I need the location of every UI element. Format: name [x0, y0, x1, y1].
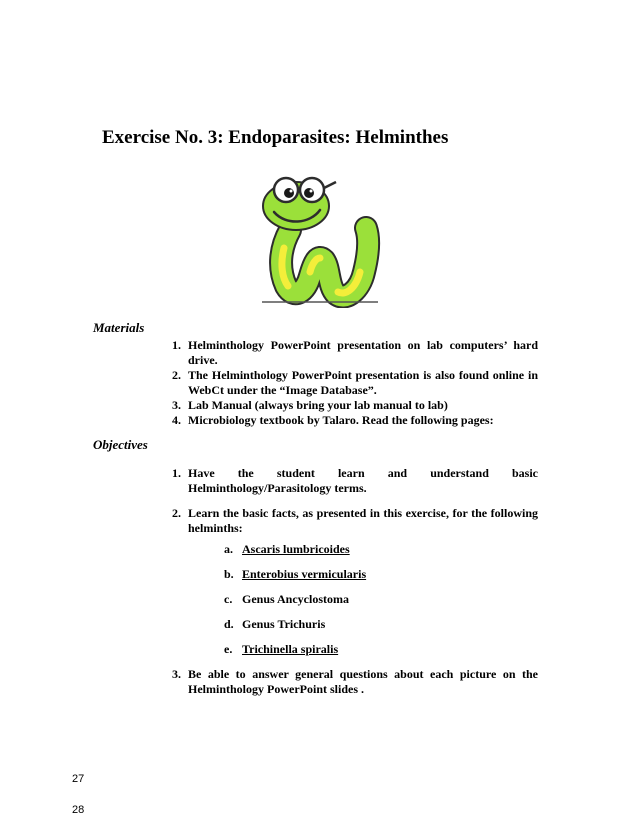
objectives-heading: Objectives — [93, 437, 148, 452]
objectives-list — [172, 466, 538, 707]
materials-heading: Materials — [93, 320, 145, 335]
list-item: 3. Be able to answer general questions about each picture on the Helminthology PowerPoint slides . — [172, 667, 538, 696]
list-item: 2. Learn the basic facts, as presented in this exercise, for the following helminths: a. Ascaris lumbricoides b. Enterobius vermicularis c. Genus Ancyclostoma d. Genus Trichuris e. Trichinella spiralis — [172, 506, 538, 656]
cartoon-worm-with-glasses-icon — [250, 168, 390, 308]
helminth-item: b. Enterobius vermicularis — [224, 567, 367, 581]
list-item: 4. Microbiology textbook by Talaro. Read the following pages: — [172, 413, 494, 427]
list-item: 1. Have the student learn and understand basic Helminthology/Parasitology terms. — [172, 466, 538, 495]
list-item: 1. Helminthology PowerPoint presentation on lab computers’ hard drive. — [172, 338, 538, 367]
page-title: Exercise No. 3: Endoparasites: Helminthes — [102, 127, 449, 148]
helminth-item: a. Ascaris lumbricoides — [224, 542, 350, 556]
page-number: 28 — [72, 804, 85, 816]
helminth-list — [224, 542, 538, 657]
materials-list — [172, 338, 538, 428]
helminth-item: c. Genus Ancyclostoma — [224, 592, 350, 606]
list-item: 2. The Helminthology PowerPoint presentation is also found online in WebCt under the “Image Database”. — [172, 368, 538, 397]
list-item: 3. Lab Manual (always bring your lab manual to lab) — [172, 398, 448, 412]
helminth-item: d. Genus Trichuris — [224, 617, 326, 631]
helminth-item: e. Trichinella spiralis — [224, 642, 339, 656]
page-number: 27 — [72, 773, 85, 785]
